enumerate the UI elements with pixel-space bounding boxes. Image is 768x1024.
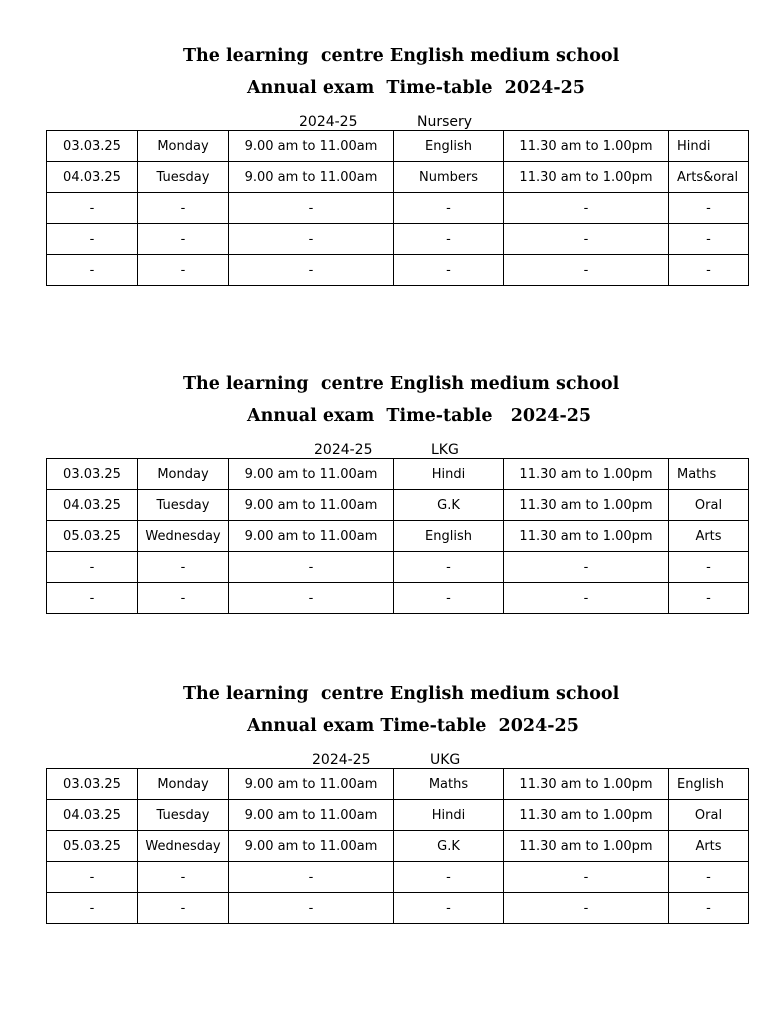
- exam-title: Annual exam Time-table 2024-25: [247, 78, 585, 98]
- date-cell: -: [47, 862, 138, 893]
- class-label: UKG: [430, 752, 461, 768]
- date-cell: 04.03.25: [47, 800, 138, 831]
- morning-subject-cell: Numbers: [394, 162, 504, 193]
- date-cell: -: [47, 893, 138, 924]
- date-cell: 05.03.25: [47, 831, 138, 862]
- class-label: LKG: [431, 442, 459, 458]
- afternoon-time-cell: 11.30 am to 1.00pm: [504, 490, 669, 521]
- afternoon-subject-cell: -: [669, 862, 749, 893]
- day-cell: -: [138, 583, 229, 614]
- afternoon-subject-cell: Arts: [669, 521, 749, 552]
- afternoon-time-cell: 11.30 am to 1.00pm: [504, 521, 669, 552]
- table-row: [47, 552, 749, 583]
- exam-title: Annual exam Time-table 2024-25: [247, 406, 592, 426]
- table-row: [47, 193, 749, 224]
- class-label: Nursery: [417, 114, 473, 130]
- day-cell: Tuesday: [138, 162, 229, 193]
- morning-subject-cell: -: [394, 255, 504, 286]
- timetable: [46, 130, 749, 286]
- table-row: [47, 459, 749, 490]
- exam-title: Annual exam Time-table 2024-25: [247, 716, 579, 736]
- date-cell: -: [47, 193, 138, 224]
- table-row: [47, 490, 749, 521]
- afternoon-time-cell: 11.30 am to 1.00pm: [504, 769, 669, 800]
- day-cell: -: [138, 862, 229, 893]
- morning-time-cell: 9.00 am to 11.00am: [229, 459, 394, 490]
- school-title: The learning centre English medium school: [183, 46, 620, 66]
- day-cell: -: [138, 552, 229, 583]
- morning-time-cell: 9.00 am to 11.00am: [229, 800, 394, 831]
- afternoon-time-cell: 11.30 am to 1.00pm: [504, 800, 669, 831]
- timetable: [46, 458, 749, 614]
- afternoon-subject-cell: -: [669, 224, 749, 255]
- table-row: [47, 769, 749, 800]
- day-cell: Monday: [138, 131, 229, 162]
- morning-time-cell: -: [229, 583, 394, 614]
- table-row: [47, 800, 749, 831]
- year-label: 2024-25: [299, 114, 358, 130]
- date-cell: -: [47, 224, 138, 255]
- day-cell: -: [138, 893, 229, 924]
- afternoon-subject-cell: -: [669, 583, 749, 614]
- day-cell: Tuesday: [138, 800, 229, 831]
- day-cell: Wednesday: [138, 521, 229, 552]
- date-cell: 05.03.25: [47, 521, 138, 552]
- school-title: The learning centre English medium school: [183, 684, 620, 704]
- table-row: [47, 862, 749, 893]
- date-cell: 04.03.25: [47, 490, 138, 521]
- morning-time-cell: -: [229, 224, 394, 255]
- morning-subject-cell: -: [394, 193, 504, 224]
- morning-time-cell: -: [229, 893, 394, 924]
- morning-subject-cell: Hindi: [394, 459, 504, 490]
- table-row: [47, 521, 749, 552]
- afternoon-time-cell: -: [504, 583, 669, 614]
- morning-subject-cell: -: [394, 224, 504, 255]
- morning-subject-cell: English: [394, 131, 504, 162]
- morning-subject-cell: Maths: [394, 769, 504, 800]
- morning-subject-cell: G.K: [394, 831, 504, 862]
- timetable: [46, 768, 749, 924]
- afternoon-time-cell: -: [504, 862, 669, 893]
- school-title: The learning centre English medium school: [183, 374, 620, 394]
- afternoon-subject-cell: -: [669, 255, 749, 286]
- table-row: [47, 583, 749, 614]
- day-cell: -: [138, 255, 229, 286]
- day-cell: Monday: [138, 769, 229, 800]
- table-row: [47, 131, 749, 162]
- day-cell: Wednesday: [138, 831, 229, 862]
- morning-time-cell: 9.00 am to 11.00am: [229, 490, 394, 521]
- afternoon-time-cell: -: [504, 224, 669, 255]
- morning-subject-cell: -: [394, 583, 504, 614]
- morning-subject-cell: -: [394, 552, 504, 583]
- date-cell: 04.03.25: [47, 162, 138, 193]
- day-cell: Monday: [138, 459, 229, 490]
- morning-time-cell: 9.00 am to 11.00am: [229, 831, 394, 862]
- year-label: 2024-25: [314, 442, 373, 458]
- afternoon-subject-cell: -: [669, 893, 749, 924]
- afternoon-subject-cell: -: [669, 193, 749, 224]
- date-cell: -: [47, 552, 138, 583]
- afternoon-subject-cell: Oral: [669, 800, 749, 831]
- day-cell: -: [138, 193, 229, 224]
- morning-time-cell: -: [229, 193, 394, 224]
- date-cell: -: [47, 583, 138, 614]
- afternoon-subject-cell: Hindi: [669, 131, 749, 162]
- table-row: [47, 162, 749, 193]
- date-cell: 03.03.25: [47, 459, 138, 490]
- year-label: 2024-25: [312, 752, 371, 768]
- date-cell: -: [47, 255, 138, 286]
- morning-time-cell: -: [229, 255, 394, 286]
- date-cell: 03.03.25: [47, 769, 138, 800]
- morning-subject-cell: -: [394, 862, 504, 893]
- afternoon-subject-cell: Arts: [669, 831, 749, 862]
- afternoon-subject-cell: Arts&oral: [669, 162, 749, 193]
- afternoon-time-cell: -: [504, 255, 669, 286]
- morning-subject-cell: Hindi: [394, 800, 504, 831]
- afternoon-time-cell: 11.30 am to 1.00pm: [504, 831, 669, 862]
- afternoon-subject-cell: Oral: [669, 490, 749, 521]
- morning-subject-cell: English: [394, 521, 504, 552]
- table-row: [47, 224, 749, 255]
- day-cell: Tuesday: [138, 490, 229, 521]
- morning-subject-cell: G.K: [394, 490, 504, 521]
- table-row: [47, 255, 749, 286]
- morning-time-cell: 9.00 am to 11.00am: [229, 769, 394, 800]
- afternoon-time-cell: 11.30 am to 1.00pm: [504, 459, 669, 490]
- afternoon-subject-cell: Maths: [669, 459, 749, 490]
- afternoon-time-cell: -: [504, 552, 669, 583]
- table-row: [47, 831, 749, 862]
- date-cell: 03.03.25: [47, 131, 138, 162]
- morning-time-cell: 9.00 am to 11.00am: [229, 521, 394, 552]
- afternoon-time-cell: 11.30 am to 1.00pm: [504, 162, 669, 193]
- morning-time-cell: 9.00 am to 11.00am: [229, 131, 394, 162]
- morning-time-cell: -: [229, 552, 394, 583]
- morning-time-cell: 9.00 am to 11.00am: [229, 162, 394, 193]
- afternoon-subject-cell: -: [669, 552, 749, 583]
- morning-subject-cell: -: [394, 893, 504, 924]
- morning-time-cell: -: [229, 862, 394, 893]
- afternoon-subject-cell: English: [669, 769, 749, 800]
- afternoon-time-cell: -: [504, 193, 669, 224]
- afternoon-time-cell: 11.30 am to 1.00pm: [504, 131, 669, 162]
- day-cell: -: [138, 224, 229, 255]
- afternoon-time-cell: -: [504, 893, 669, 924]
- table-row: [47, 893, 749, 924]
